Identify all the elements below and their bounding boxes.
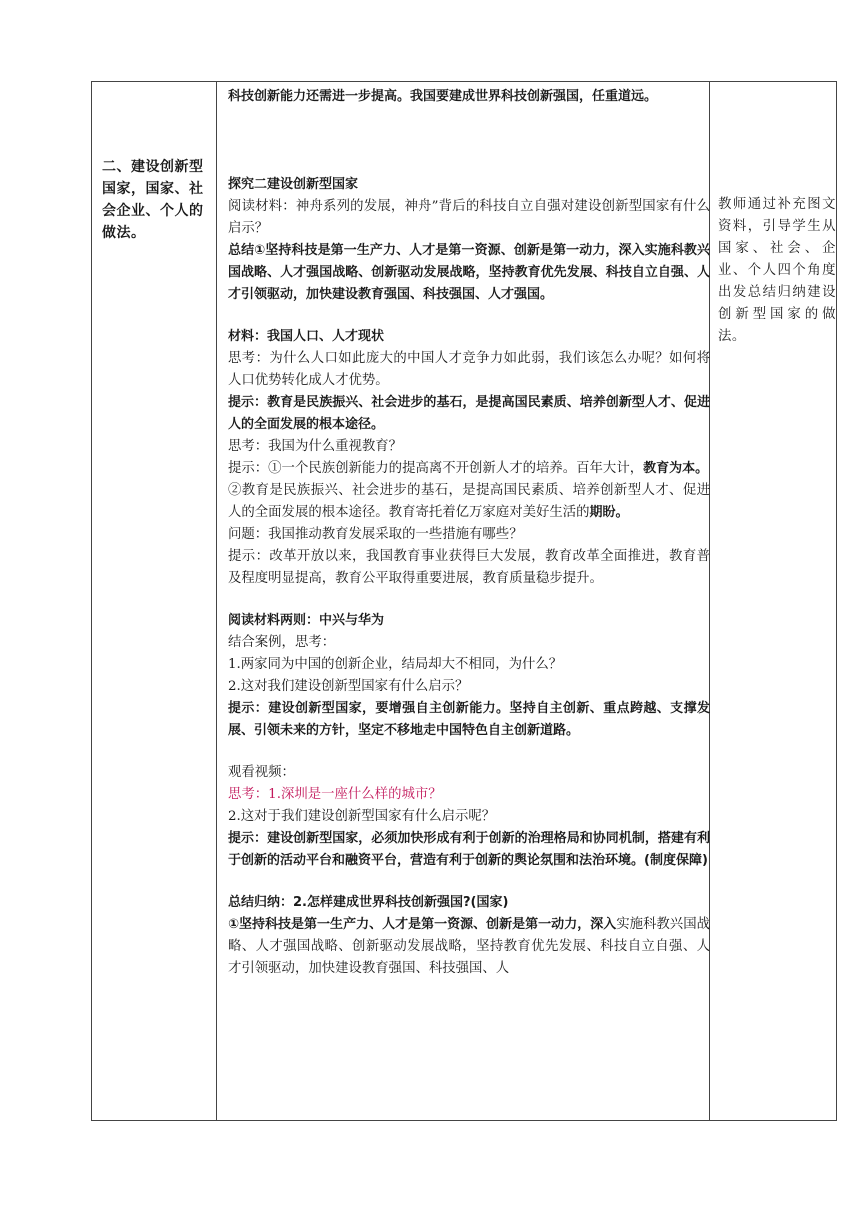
hint-education-reason-d: 期盼。	[589, 505, 629, 520]
video-question-1: 思考：1.深圳是一座什么样的城市？	[228, 787, 442, 802]
hint-education-reason-a: 提示：①一个民族创新能力的提高离不开创新人才的培养。百年大计，	[228, 461, 644, 476]
lesson-table	[91, 81, 837, 1121]
question-measures: 问题：我国推动教育发展采取的一些措施有哪些？	[228, 527, 523, 542]
lesson-content	[228, 82, 710, 980]
hint-measures: 提示：改革开放以来，我国教育事业获得巨大发展，教育改革全面推进，教育普及程度明显提高，教育公平取得重要进展，教育质量稳步提升。	[228, 549, 710, 586]
teacher-note: 教师通过补充图文资料，引导学生从国家、社会、企业、个人四个角度出发总结归纳建设创新型国家的做法。	[718, 197, 836, 344]
material-population-title: 材料：我国人口、人才现状	[228, 329, 385, 344]
summary-two-title: 总结归纳：2.怎样建成世界科技创新强国?(国家)	[228, 895, 509, 910]
explore-title: 探究二建设创新型国家	[228, 177, 359, 192]
explore-reading: 阅读材料：神舟系列的发展，神舟”背后的科技自立自强对建设创新型国家有什么启示？	[228, 199, 710, 236]
material-companies-title: 阅读材料两则：中兴与华为	[228, 613, 385, 628]
hint-education-reason	[228, 458, 710, 480]
video-label: 观看视频：	[228, 765, 295, 780]
video-question-2: 2.这对于我们建设创新型国家有什么启示呢？	[228, 809, 496, 824]
hint-education-reason-2	[228, 480, 710, 524]
summary-one: 总结①坚持科技是第一生产力、人才是第一资源、创新是第一动力，深入实施科教兴国战略、人才强国战略、创新驱动发展战略，坚持教育优先发展、科技自立自强、人才引领驱动，加快建设教育强国、科技强国、人才强国。	[228, 243, 710, 302]
case-question-1: 1.两家同为中国的创新企业，结局却大不相同，为什么？	[228, 657, 563, 672]
hint-innovation: 提示：建设创新型国家，要增强自主创新能力。坚持自主创新、重点跨越、支撑发展、引领未来的方针，坚定不移地走中国特色自主创新道路。	[228, 701, 710, 738]
column-divider-1	[216, 82, 217, 1120]
hint-education-reason-c: ②教育是民族振兴、社会进步的基石，是提高国民素质、培养创新型人才、促进人的全面发展的根本途径。教育寄托着亿万家庭对美好生活的	[228, 483, 710, 520]
think-education: 思考：我国为什么重视教育？	[228, 439, 403, 454]
summary-two-b: 实施科教兴国战略、人才强国战略、创新驱动发展战略，坚持教育优先发展、科技自立自强、人才引领驱动，加快建设教育强国、科技强国、人	[228, 917, 710, 976]
think-talent: 思考：为什么人口如此庞大的中国人才竞争力如此弱，我们该怎么办呢？如何将人口优势转化成人才优势。	[228, 351, 710, 388]
intro-paragraph: 科技创新能力还需进一步提高。我国要建成世界科技创新强国，任重道远。	[228, 89, 658, 104]
case-think: 结合案例，思考：	[228, 635, 336, 650]
case-question-2: 2.这对我们建设创新型国家有什么启示？	[228, 679, 469, 694]
hint-system: 提示：建设创新型国家，必须加快形成有利于创新的治理格局和协同机制，搭建有利于创新的活动平台和融资平台，营造有利于创新的舆论氛围和法治环境。(制度保障)	[228, 831, 710, 868]
summary-two-a: ①坚持科技是第一生产力、人才是第一资源、创新是第一动力，深入	[228, 917, 617, 932]
summary-two-body	[228, 914, 710, 980]
hint-education-base: 提示：教育是民族振兴、社会进步的基石，是提高国民素质、培养创新型人才、促进人的全面发展的根本途径。	[228, 395, 710, 432]
section-heading: 二、建设创新型国家，国家、社会企业、个人的做法。	[102, 159, 204, 241]
hint-education-reason-b: 教育为本。	[643, 461, 709, 476]
